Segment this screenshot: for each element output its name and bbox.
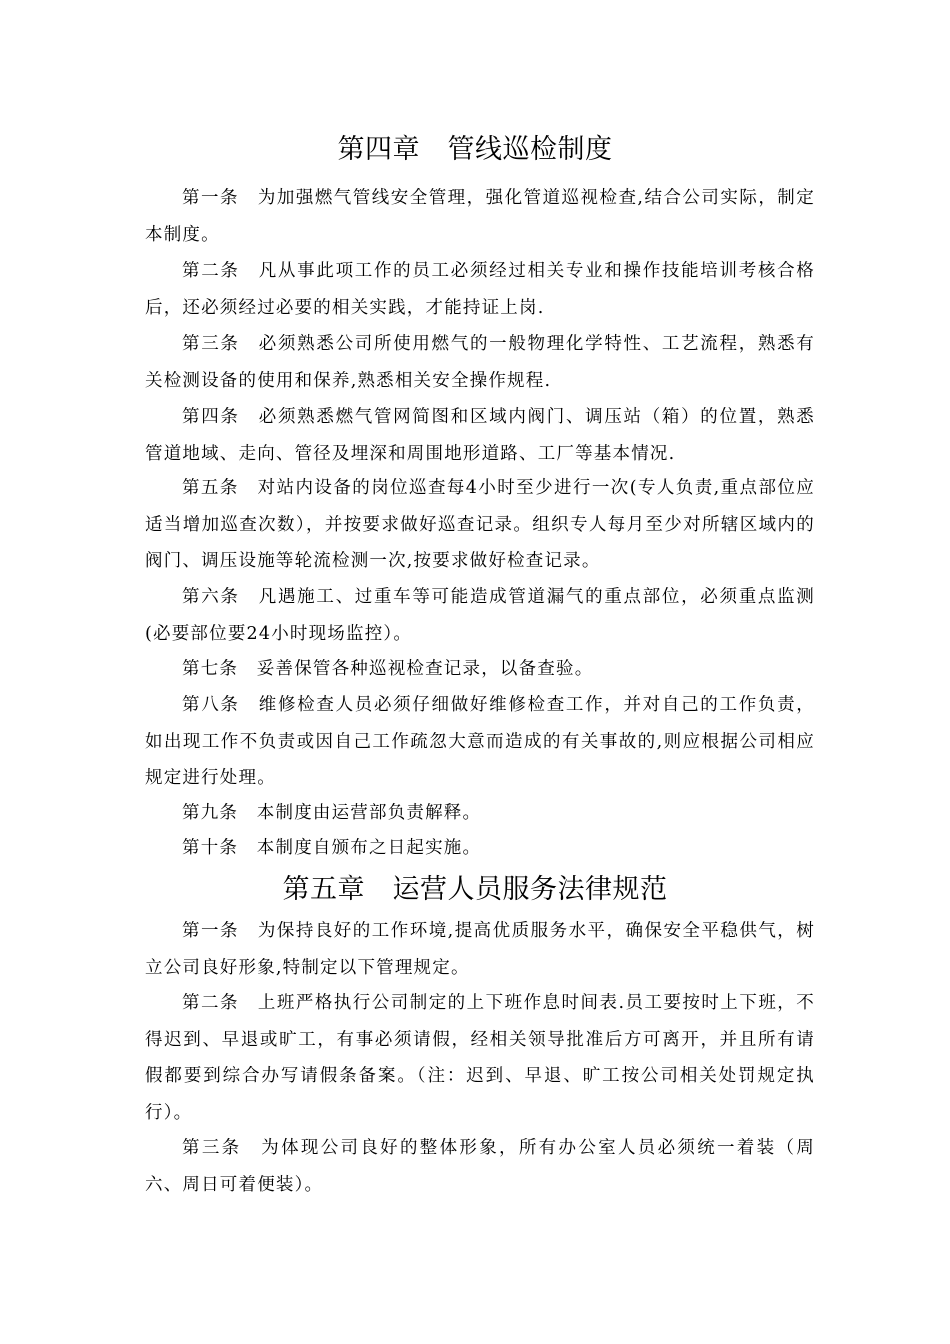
chapter-5-title: 第五章 运营人员服务法律规范 xyxy=(282,874,668,905)
chapter-5-article-1: 第一条 为保持良好的工作环境,提高优质服务水平，确保安全平稳供气，树立公司良好形象,特制定以下管理规定。 xyxy=(145,921,815,978)
chapter-4-article-10: 第十条 本制度自颁布之日起实施。 xyxy=(182,838,482,858)
chapter-4-article-9: 第九条 本制度由运营部负责解释。 xyxy=(182,803,482,823)
chapter-5-article-2: 第二条 上班严格执行公司制定的上下班作息时间表.员工要按时上下班，不得迟到、早退或旷工，有事必须请假，经相关领导批准后方可离开，并且所有请假都要到综合办写请假条备案。（注：迟到、早退、旷工按公司相关处罚规定执行）。 xyxy=(145,993,815,1123)
chapter-4-article-2: 第二条 凡从事此项工作的员工必须经过相关专业和操作技能培训考核合格后，还必须经过必要的相关实践，才能持证上岗. xyxy=(145,261,815,318)
chapter-4-article-4: 第四条 必须熟悉燃气管网简图和区域内阀门、调压站（箱）的位置，熟悉管道地域、走向、管径及埋深和周围地形道路、工厂等基本情况. xyxy=(145,407,815,464)
chapter-4-article-3: 第三条 必须熟悉公司所使用燃气的一般物理化学特性、工艺流程，熟悉有关检测设备的使用和保养,熟悉相关安全操作规程. xyxy=(145,334,815,391)
chapter-4-article-7: 第七条 妥善保管各种巡视检查记录，以备查验。 xyxy=(182,659,594,679)
chapter-4-article-8: 第八条 维修检查人员必须仔细做好维修检查工作，并对自己的工作负责，如出现工作不负责或因自己工作疏忽大意而造成的有关事故的,则应根据公司相应规定进行处理。 xyxy=(145,695,815,788)
chapter-4-title: 第四章 管线巡检制度 xyxy=(337,134,613,165)
chapter-5-article-3: 第三条 为体现公司良好的整体形象，所有办公室人员必须统一着装（周六、周日可着便装）。 xyxy=(145,1138,815,1195)
chapter-4-article-1: 第一条 为加强燃气管线安全管理，强化管道巡视检查,结合公司实际，制定本制度。 xyxy=(145,188,815,245)
chapter-4-article-5: 第五条 对站内设备的岗位巡查每4小时至少进行一次(专人负责,重点部位应适当增加巡查次数），并按要求做好巡查记录。组织专人每月至少对所辖区域内的阀门、调压设施等轮流检测一次,按要求做好检查记录。 xyxy=(145,478,815,571)
chapter-4-article-6: 第六条 凡遇施工、过重车等可能造成管道漏气的重点部位，必须重点监测(必要部位要24小时现场监控）。 xyxy=(145,587,815,644)
